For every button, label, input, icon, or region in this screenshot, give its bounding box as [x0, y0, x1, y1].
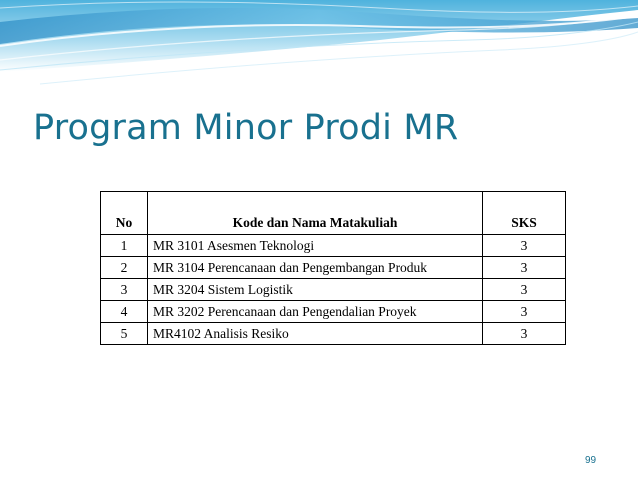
cell-course-name: MR 3204 Sistem Logistik [148, 279, 483, 301]
table-header-row [101, 192, 566, 235]
course-table [100, 191, 566, 345]
table-row [101, 235, 566, 257]
header-no: No [101, 192, 148, 235]
cell-course-name: MR4102 Analisis Resiko [148, 323, 483, 345]
table-row [101, 257, 566, 279]
slide-title: Program Minor Prodi MR [33, 108, 459, 148]
cell-sks: 3 [483, 235, 566, 257]
cell-no: 4 [101, 301, 148, 323]
header-sks: SKS [483, 192, 566, 235]
table-row [101, 279, 566, 301]
table-row [101, 301, 566, 323]
header-wave-decoration [0, 0, 638, 92]
cell-course-name: MR 3104 Perencanaan dan Pengembangan Produk [148, 257, 483, 279]
cell-no: 3 [101, 279, 148, 301]
cell-sks: 3 [483, 301, 566, 323]
cell-course-name: MR 3202 Perencanaan dan Pengendalian Proyek [148, 301, 483, 323]
cell-no: 2 [101, 257, 148, 279]
cell-no: 5 [101, 323, 148, 345]
header-course-name: Kode dan Nama Matakuliah [148, 192, 483, 235]
page-number: 99 [585, 455, 597, 466]
cell-sks: 3 [483, 323, 566, 345]
course-table-container [100, 191, 566, 345]
cell-course-name: MR 3101 Asesmen Teknologi [148, 235, 483, 257]
cell-sks: 3 [483, 279, 566, 301]
table-row [101, 323, 566, 345]
cell-no: 1 [101, 235, 148, 257]
cell-sks: 3 [483, 257, 566, 279]
